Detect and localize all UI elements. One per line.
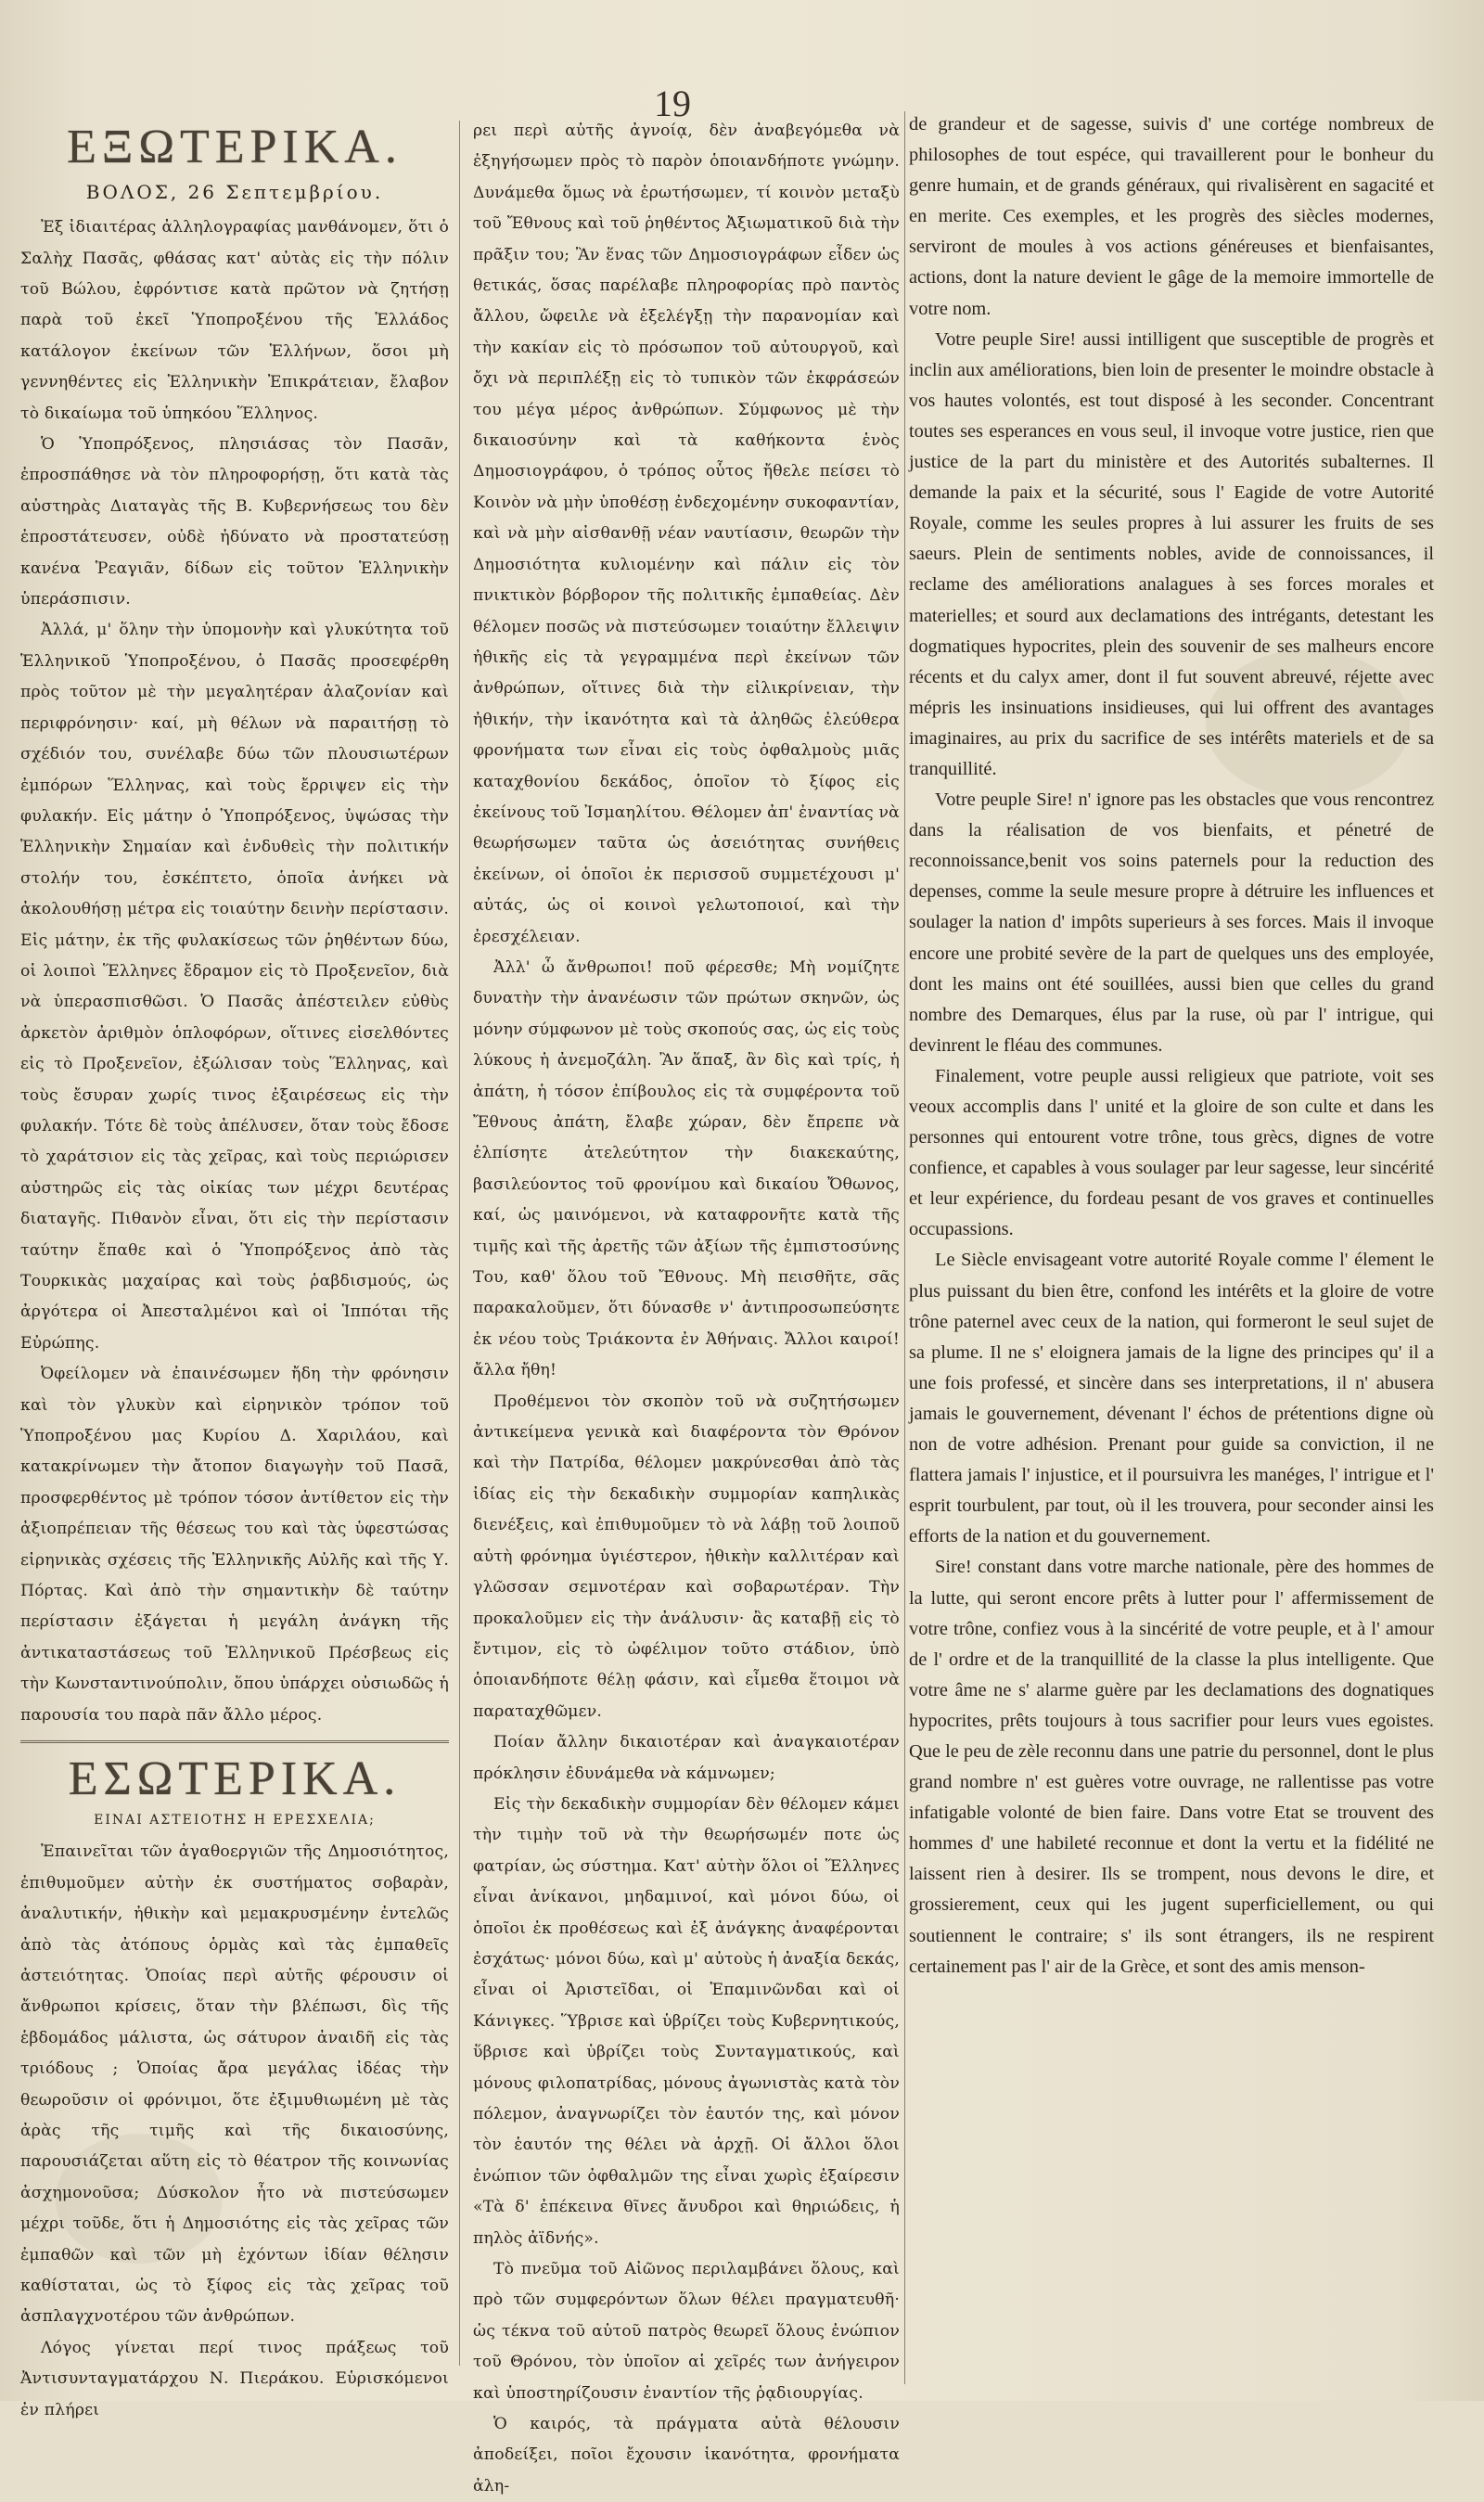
article-paragraph: Τὸ πνεῦμα τοῦ Αἰῶνος περιλαμβάνει ὅλους, καὶ πρὸ τῶν συμφερόντων ὅλων θέλει πραγματευθῆ· ὡς τέκνα τοῦ αὐτοῦ πατρὸς θεωρεῖ ὅλους ἐνώπιον τοῦ Θρόνου, τὸν ὑποῖον αἱ χεῖρές των ἀνήγειρον καὶ ὑποστηρίζουσιν ἐναντίον τῆς ῥᾳδιουργίας. [473,2260,900,2403]
page-number: 19 [654,83,691,124]
section-title-external: ΕΞΩΤΕΡΙΚΑ. [67,121,403,173]
article-paragraph: Ποίαν ἄλλην δικαιοτέραν καὶ ἀναγκαιοτέραν πρόκλησιν ἐδυνάμεθα νὰ κάμνωμεν; [473,1733,900,1783]
article-paragraph: Εἰς τὴν δεκαδικὴν συμμορίαν δὲν θέλομεν κάμει τὴν τιμὴν τοῦ νὰ τὴν θεωρήσωμέν ποτε ὡς φατρίαν, ὡς σύστημα. Κατ' αὐτὴν ὅλοι οἱ Ἕλληνες εἶναι ἀνίκανοι, μηδαμινοί, καὶ μόνοι δύω, οἱ ὁποῖοι ἐκ προθέσεως καὶ ἐξ ἀνάγκης ἀναφέρονται ἐσχάτως· μόνοι δύω, καὶ μ' αὐτοὺς ἡ ἀναξία δεκάς, εἶναι οἱ Ἀριστεῖδαι, οἱ Ἐπαμινῶνδαι καὶ οἱ Κάνιγκες. Ὕβρισε καὶ ὑβρίζει τοὺς Κυβερνητικούς, ὕβρισε καὶ ὑβρίζει τοὺς Συνταγματικούς, καὶ μόνους φιλοπατρίδας, μόνους ἀγωνιστὰς κατὰ τὸν πόλεμον, ἀναγνωρίζει τὸν ἑαυτόν της, καὶ μόνον τὸν ἑαυτόν της θέλει νὰ ἀρχῇ. Οἱ ἄλλοι ὅλοι ἐνώπιον τῶν ὀφθαλμῶν της εἶναι χωρὶς ἐξαίρεσιν «Τὰ δ' ἐπέκεινα θῖνες ἄνυδροι καὶ θηριώδεις, ἡ πηλὸς ἀϊδνής». [473,1794,900,2248]
article-paragraph: Λόγος γίνεται περί τινος πράξεως τοῦ Ἀντισυνταγματάρχου Ν. Πιεράκου. Εὑρισκόμενοι ἐν πλήρει [20,2338,449,2419]
article-paragraph: Votre peuple Sire! aussi intilligent que susceptible de progrès et inclin aux améliorations, bien loin de presenter le moindre obstacle à vos hautes volontés, est tout disposé à les seconder. Concentrant toutes ses esperances en vous seul, il invoque votre justice, rien que justice de la part du ministère et des Autorités subalternes. Il demande la paix et la sécurité, sous l' Eagide de votre Autorité Royale, comme les seules propres à lui assurer les fruits de ses saeurs. Plein de sentiments nobles, avide de connoissances, il reclame des améliorations analagues à ses forces morales et materielles; et sourd aux declamations des intrégants, detestant les dogmatiques hypocrites, plein des souvenir de ses malheurs encore récents et du calyx amer, dont il fut souvent abreuvé, réjette avec mépris les insinuations insidieuses, qui lui offrent des avantages imaginaires, au prix du sacrifice de ses intérêts materiels et de sa tranquillité. [909,328,1434,779]
column-3 [909,109,1434,2401]
article-paragraph: Le Siècle envisageant votre autorité Royale comme l' élement le plus puissant du bien être, confond les intérêts et la gloire de votre trône paternel avec ceux de la nation, qui formeront le seul sujet de sa plume. Il ne s' eloignera jamais de la ligne des principes qu' il a une fois professé, et sincère dans ses interpretations, il n' abusera jamais le gouvernement, dévenant l' échos de prétentions digne où non de votre adhésion. Prenant pour guide sa conviction, il ne flattera jamais l' injustice, et il poursuivra les manéges, l' intrigue et l' esprit tourbulent, par tout, où il les trouvera, pour seconder ainsi les efforts de la nation et du gouvernement. [909,1250,1434,1547]
article-paragraph: Ὁ καιρός, τὰ πράγματα αὐτὰ θέλουσιν ἀποδείξει, ποῖοι ἔχουσιν ἱκανότητα, φρονήματα ἀλη- [473,2415,900,2496]
article-paragraph: Προθέμενοι τὸν σκοπὸν τοῦ νὰ συζητήσωμεν ἀντικείμενα γενικὰ καὶ διαφέροντα τὸν Θρόνον καὶ τὴν Πατρίδα, θέλομεν μακρύνεσθαι ἀπὸ τὰς ἰδίας εἰς τὴν δεκαδικὴν συμμορίαν καπηλικὰς διενέξεις, καὶ ἐπιθυμοῦμεν τὸ νὰ λάβῃ τοῦ λοιποῦ αὐτὴ φρόνημα ὑγιέστερον, ἠθικὴν καλλιτέραν καὶ γλῶσσαν σεμνοτέραν καὶ σοβαρωτέραν. Τὴν προκαλοῦμεν εἰς τὴν ἀνάλυσιν· ἂς καταβῇ εἰς τὸ ἔντιμον, εἰς τὸ ὠφέλιμον τοῦτο στάδιον, ὑπὸ ὁποιανδήποτε θέλῃ φάσιν, καὶ εἶμεθα ἕτοιμοι νὰ παραταχθῶμεν. [473,1392,900,1721]
article-paragraph: ρει περὶ αὐτῆς ἀγνοίᾳ, δὲν ἀναβεγόμεθα νὰ ἐξηγήσωμεν πρὸς τὸ παρὸν ὁποιανδήποτε γνώμην. Δυνάμεθα ὅμως νὰ ἐρωτήσωμεν, τί κοινὸν μεταξὺ τοῦ Ἔθνους καὶ τοῦ ῥηθέντος Ἀξιωματικοῦ διὰ τὴν πρᾶξιν του; Ἂν ἕνας τῶν Δημοσιογράφων εἶδεν ὡς θετικάς, ὅσας παρέλαβε πληροφορίας πρὸ παντὸς ἄλλου, ὤφειλε νὰ ἐξελέγξῃ τὴν παρανομίαν καὶ τὴν κακίαν εἰς τὸ πρόσωπον τοῦ αὐτουργοῦ, καὶ ὄχι νὰ περιπλέξῃ εἰς τὸ τυπικὸν τῶν ἐκφράσεών του μέγα μέρος ἀνθρώπων. Σύμφωνος μὲ τὴν δικαιοσύνην καὶ τὰ καθήκοντα ἑνὸς Δημοσιογράφου, ὁ τρόπος οὗτος ἤθελε πείσει τὸ Κοινὸν νὰ μὴν ὑποθέσῃ ἐνδεχομένην συκοφαντίαν, καὶ νὰ μὴν αἰσθανθῇ νέαν ναυτίασιν, θεωρῶν τὴν Δημοσιότητα κυλιομένην καὶ πάλιν εἰς τὸν πνικτικὸν βόρβορον τῆς πολιτικῆς ἐμπαθείας. Δὲν θέλομεν ποσῶς νὰ πιστεύσωμεν τοιαύτην ἔλλειψιν ἠθικῆς εἰς τὰ γεγραμμένα περὶ ἐκείνων τῶν ἀνθρώπων, οἵτινες διὰ τὴν εἰλικρίνειαν, τὴν ἠθικήν, τὴν ἱκανότητα καὶ τὰ ἀληθῶς ἐλεύθερα φρονήματα των εἶναι εἰς τοὺς ὀφθαλμοὺς μιᾶς καταχθονίου δεκάδος, ὁποῖον τὸ ξίφος εἰς ἐκείνους τοῦ Ἰσμαηλίτου. Θέλομεν ἀπ' ἐναντίας νὰ θεωρήσωμεν ταῦτα ὡς ἀσειότητας συνήθεις ἐκείνων, οἱ ὁποῖοι ἐκ περισσοῦ συμμετέχουσι μ' αὐτάς, ὡς οἱ κοινοὶ γελωτοποιοί, καὶ τὴν ἐρεσχέλειαν. [473,122,900,946]
column-rule [904,111,905,2384]
article-paragraph: Ὁ Ὑποπρόξενος, πλησιάσας τὸν Πασᾶν, ἐπροσπάθησε νὰ τὸν πληροφορήσῃ, ὅτι κατὰ τὰς αὐστηρὰς Διαταγὰς τῆς Β. Κυβερνήσεως του δὲν ἐπροστάτευσεν, οὐδὲ ἠδύνατο νὰ προστατεύσῃ κανένα Ῥεαγιᾶν, δίδων εἰς τοῦτον Ἑλληνικὴν ὑπεράσπισιν. [20,435,449,609]
column-2 [473,116,900,2496]
article-paragraph: de grandeur et de sagesse, suivis d' une cortége nombreux de philosophes de tout espéce, qui travaillerent pour le bonheur du genre humain, et de grands généraux, qui rivalisèrent en sagacité et en merite. Ces exemples, et les progrès des siècles modernes, serviront de moules à vos actions généreuses et bienfaisantes, actions, dont la nature devient le gâge de la memoire immortelle de votre nom. [909,114,1434,319]
article-paragraph: Ἀλλ' ὦ ἄνθρωποι! ποῦ φέρεσθε; Μὴ νομίζητε δυνατὴν τὴν ἀνανέωσιν τῶν πρώτων σκηνῶν, ὡς μόνην σύμφωνον μὲ τοὺς σκοπούς σας, ὡς εἰς τοὺς λύκους ἡ ἀνεμοζάλη. Ἂν ἅπαξ, ἂν δὶς καὶ τρίς, ἡ ἀπάτη, ἡ τόσον ἐπίβουλος εἰς τὰ συμφέροντα τοῦ Ἔθνους ἀπάτη, ἔλαβε χώραν, δὲν ἔπρεπε νὰ ἐλπίσητε ἀτελεύτητον τὴν διακεκαύτης, βασιλεύοντος τοῦ φρονίμου καὶ δικαίου Ὄθωνος, καί, ὡς μαινόμενοι, νὰ καταφρονῆτε κατὰ τῆς τιμῆς καὶ τῆς ἀρετῆς τῶν ἀξίων τῆς ἐμπιστοσύνης Του, καθ' ὅλου τοῦ Ἔθνους. Μὴ πεισθῆτε, σᾶς παρακαλοῦμεν, ὅτι δύνασθε ν' ἀντιπροσωπεύσητε ἐκ νέου τοὺς Τριάκοντα ἐν Ἀθήναις. Ἄλλοι καιροί! ἄλλα ἤθη! [473,957,900,1380]
article-paragraph: Ἀλλά, μ' ὅλην τὴν ὑπομονὴν καὶ γλυκύτητα τοῦ Ἑλληνικοῦ Ὑποπροξένου, ὁ Πασᾶς προσεφέρθη πρὸς τοῦτον μὲ τὴν μεγαλητέραν ἀλαζονίαν καὶ περιφρόνησιν· καί, μὴ θέλων νὰ παραιτήσῃ τὸ σχέδιόν του, συνέλαβε δύω τῶν πλουσιωτέρων ἐμπόρων Ἕλληνας, καὶ τοὺς ἔρριψεν εἰς τὴν φυλακήν. Εἰς μάτην ὁ Ὑποπρόξενος, ὑψώσας τὴν Ἑλληνικὴν Σημαίαν καὶ ἐνδυθεὶς τὴν πολιτικήν στολήν του, ἐσκέπτετο, ὁποῖα ἀνήκει νὰ ἀκολουθήσῃ μέτρα εἰς τοιαύτην δεινὴν περίστασιν. Εἰς μάτην, ἐκ τῆς φυλακίσεως τῶν ῥηθέντων δύω, οἱ λοιποὶ Ἕλληνες ἔδραμον εἰς τὸ Προξενεῖον, διὰ νὰ ὑπερασπισθῶσι. Ὁ Πασᾶς ἀπέστειλεν εὐθὺς ἀρκετὸν ἀριθμὸν ὁπλοφόρων, οἵτινες εἰσελθόντες εἰς τὸ Προξενεῖον, ἐξώλισαν τοὺς Ἕλληνας, καὶ τοὺς ἔσυραν χωρίς τινος ἐξαιρέσεως εἰς τὴν φυλακήν. Τότε δὲ τοὺς ἀπέλυσεν, ὅταν τοὺς ἔδοσε τὸ χαράτσιον εἰς τὰς χεῖρας, καὶ τοὺς περιώρισεν αὐστηρῶς εἰς τὰς οἰκίας των μέχρι δευτέρας διαταγῆς. Πιθανὸν εἶναι, ὅτι εἰς τὴν περίστασιν ταύτην ἔπαθε καὶ ὁ Ὑποπρόξενος ἀπὸ τὰς Τουρκικὰς μαχαίρας καὶ τοὺς ῥαβδισμούς, ὡς ἀργότερα οἱ Ἀπεσταλμένοι καὶ οἱ Ἱππόται τῆς Εὐρώπης. [20,621,449,1353]
article-paragraph: Ὀφείλομεν νὰ ἐπαινέσωμεν ἤδη τὴν φρόνησιν καὶ τὸν γλυκὺν καὶ εἰρηνικὸν τρόπον τοῦ Ὑποπροξένου μας Κυρίου Δ. Χαριλάου, καὶ κατακρίνωμεν τὴν ἄτοπον διαγωγὴν τοῦ Πασᾶ, προσφερθέντος μὲ τρόπον τόσον ἀντίθετον εἰς τὴν ἀξιοπρέπειαν τῆς θέσεως του καὶ τὰς ὑφεστώσας εἰρηνικὰς σχέσεις τῆς Ἑλληνικῆς Αὐλῆς καὶ τῆς Υ. Πόρτας. Καὶ ἀπὸ τὴν σημαντικὴν δὲ ταύτην περίστασιν ἐξάγεται ἡ μεγάλη ἀνάγκη τῆς ἀντικαταστάσεως τοῦ Ἑλληνικοῦ Πρέσβεως εἰς τὴν Κωνσταντινούπολιν, ὅπου ὑπάρχει οὐσιωδῶς ἡ παρουσία του παρὰ πᾶν ἄλλο μέρος. [20,1365,449,1725]
article-paragraph: Votre peuple Sire! n' ignore pas les obstacles que vous rencontrez dans la réalisation de vos bienfaits, et pénetré de reconnoissance,benit vos soins paternels pour la reduction des depenses, comme la seule mesure propre à détruire les influences et soulager la nation d' impôts superieurs à ses forces. Mais il invoque encore une probité sevère de la part de quelques uns des employée, dont les mains ont été souillées, aussi bien que celles du grand nombre des Demarques, élus par la ruse, où par l' intrigue, qui devinrent le fléau des communes. [909,789,1434,1056]
article-paragraph: Ἐξ ἰδιαιτέρας ἀλληλογραφίας μανθάνομεν, ὅτι ὁ Σαλὴχ Πασᾶς, φθάσας κατ' αὐτὰς εἰς τὴν πόλιν τοῦ Βώλου, ἐφρόντισε κατὰ πρῶτον νὰ ζητήσῃ παρὰ τοῦ ἐκεῖ Ὑποπροξένου τῆς Ἑλλάδος κατάλογον ἐκείνων τῶν Ἑλλήνων, ὅσοι μὴ γεννηθέντες εἰς Ἑλληνικὴν Ἐπικράτειαν, ἔλαβον τὸ δικαίωμα τοῦ ὑπηκόου Ἕλληνος. [20,218,449,423]
dateline: ΒΟΛΟΣ, 26 Σεπτεμβρίου. [85,181,384,204]
section-title-internal: ΕΣΩΤΕΡΙΚΑ. [20,1740,449,1805]
article-subheading: ΕΙΝΑΙ ΑΣΤΕΙΟΤΗΣ Η ΕΡΕΣΧΕΛΙΑ; [94,1813,376,1828]
column-rule [459,121,460,2366]
article-paragraph: Finalement, votre peuple aussi religieux que patriote, voit ses veoux accomplis dans l' unité et la gloire de son culte et dans les personnes qui entourent votre trône, tous grècs, dignes de votre confience, et capables à vous soulager par leur sagesse, leur sincérité et leur expérience, du fordeau pesant de vos graves et continuelles occupassions. [909,1065,1434,1240]
article-paragraph: Sire! constant dans votre marche nationale, père des hommes de la lutte, qui seront encore prêts à lutter pour l' affermissement de votre trône, confiez vous à la sincérité de votre peuple, et à l' amour de l' ordre et de la tranquillité de la classe la plus intelligente. Que votre âme ne s' alarme guère par les declamations des dognatiques hypocrites, prêts toujours à tous sacrifier pour leurs vues egoistes. Que le peu de zèle reconnu dans une patrie du personnel, dont le plus grand nombre n' est guères votre ouvrage, ne rallentisse pas votre infatigable volonté de bien faire. Dans votre Etat se trouvent des hommes d' une habileté reconnue et dont la vertu et la fidélité ne laissent rien à desirer. Ils se trompent, nous devons le dire, et grossierement, ceux qui les jugent superficiellement, ou qui soutiennent le contraire; s' ils sont étrangers, ils ne respirent certainement pas l' air de la Grèce, et sont des amis menson- [909,1557,1434,1977]
article-paragraph: Ἐπαινεῖται τῶν ἀγαθοεργιῶν τῆς Δημοσιότητος, ἐπιθυμοῦμεν αὐτὴν ἐκ συστήματος σοβαρὰν, ἀναλυτικήν, ἠθικὴν καὶ μεμακρυσμένην ἐντελῶς ἀπὸ τὰς ἀτόπους ὁρμὰς καὶ τὰς ἐμπαθεῖς ἀστειότητας. Ὁποίας περὶ αὐτῆς φέρουσιν οἱ ἄνθρωποι κρίσεις, ὅταν τὴν βλέπωσι, δὶς τῆς ἑβδομάδος μάλιστα, ὡς σάτυρον ἀναιδῆ εἰς τὰς τριόδους ; Ὁποίας ἄρα μεγάλας ἰδέας τὴν θεωροῦσιν οἱ φρόνιμοι, ὅτε ἐξιμυθιωμένη μὲ τὰς ἀρὰς τῆς τιμῆς καὶ τῆς δικαιοσύνης, παρουσιάζεται αὕτη εἰς τὸ θέατρον τῆς κοινωνίας ἀσχημονοῦσα; Δύσκολον ἦτο νὰ πιστεύσωμεν μέχρι τοῦδε, ὅτι ἡ Δημοσιότης εἰς τὰς χεῖρας τῶν ἐμπαθῶν καὶ τῶν μὴ ἐχόντων ἰδίαν θέλησιν καθίσταται, ὡς τὸ ξίφος εἰς τὰς χεῖρας τοῦ ἀσπλαγχνοτέρου τῶν ἀνθρώπων. [20,1842,449,2327]
column-1 [20,111,449,2419]
